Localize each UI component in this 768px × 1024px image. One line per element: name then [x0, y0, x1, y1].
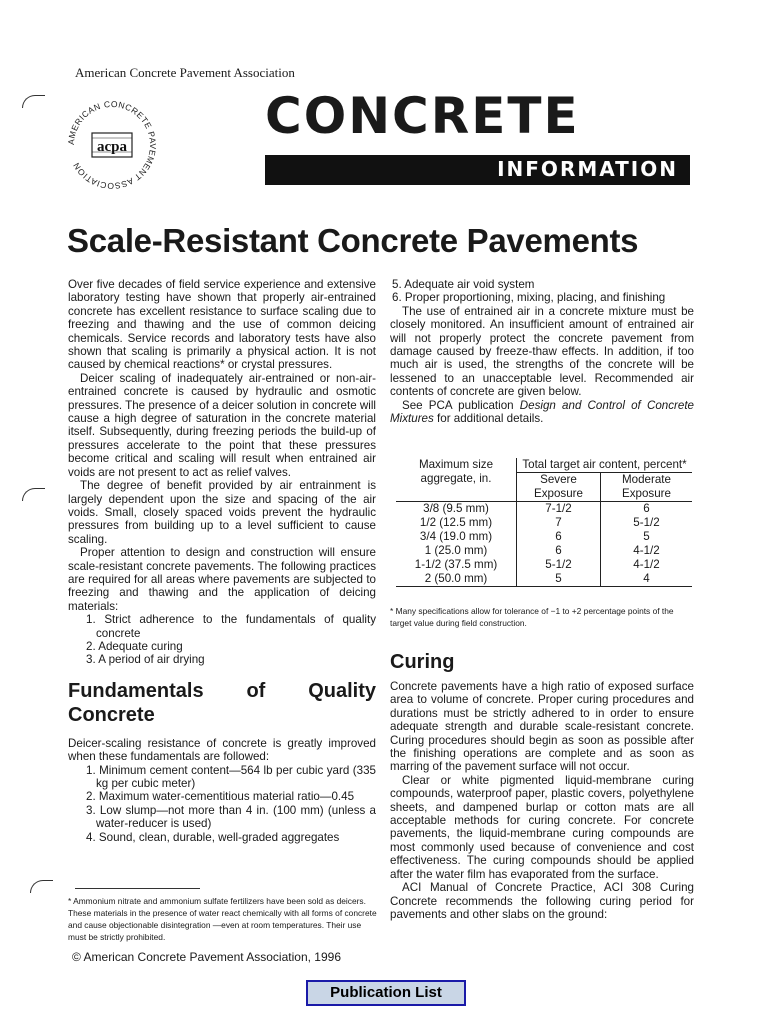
logo-ring-text: AMERICAN CONCRETE PAVEMENT ASSOCIATION [65, 98, 159, 192]
list-item: 1. Minimum cement content—564 lb per cubic yard (335 kg per cubic meter) [86, 763, 376, 790]
list-item: 6. Proper proportioning, mixing, placing, and finishing [392, 291, 666, 305]
body-paragraph: Deicer scaling of inadequately air-entrained or non-air-entrained concrete is caused by hydraulic and osmotic pressures. The presence of a deicer solution in concrete will cause a high degree of saturation in the concrete material itself. Subsequently, during freezing periods the build-up of pressures accelerate to the point that these pressures become critical and scaling will result when entrained air voids are not present to act as relief valves. [68, 371, 376, 479]
table-subheader: Severe Exposure [517, 473, 601, 502]
body-paragraph: ACI Manual of Concrete Practice, ACI 308 Curing Concrete recommends the following curing period for pavements and other slabs on the ground: [390, 881, 694, 921]
list-item: 1. Strict adherence to the fundamentals of quality concrete [86, 613, 376, 640]
footnote-rule [75, 888, 200, 889]
association-name: American Concrete Pavement Association [75, 65, 295, 80]
copyright: © American Concrete Pavement Association, 1996 [72, 950, 341, 964]
table-subheader: Moderate Exposure [601, 473, 693, 502]
body-paragraph: Clear or white pigmented liquid-membrane curing compounds, waterproof paper, plastic covers, polyethylene sheets, and dampened burlap or cotton mats are all acceptable methods for curing concrete. For concrete pavements, the liquid-membrane curing compounds are most commonly used because of convenience and cost effectiveness. The curing compounds should be applied after the water film has evaporated from the surface. [390, 773, 694, 881]
list-item: 5. Adequate air void system [392, 278, 535, 291]
curing-text [390, 680, 694, 921]
list-item: 2. Maximum water-cementitious material ratio—0.45 [86, 790, 355, 804]
page-title: Scale-Resistant Concrete Pavements [67, 222, 639, 259]
logo-mark: acpa [97, 139, 127, 155]
table-row: 2 (50.0 mm) 5 4 [396, 572, 692, 587]
body-paragraph: Deicer-scaling resistance of concrete is greatly improved when these fundamentals are followed: [68, 736, 376, 764]
section-heading: Curing [390, 651, 455, 673]
corner-mark [30, 880, 53, 893]
body-paragraph: Proper attention to design and construction will ensure scale-resistant concrete pavements. The following practices are required for all areas where pavements are subjected to freezing and thawing and the application of deicing materials: [68, 546, 376, 613]
information-label: INFORMATION [497, 157, 678, 181]
air-content-table [396, 458, 692, 587]
table-header: Maximum size aggregate, in. [396, 458, 517, 502]
information-band [265, 155, 690, 185]
body-paragraph: The degree of benefit provided by air entrainment is largely dependent upon the size and spacing of the air voids. Small, closely spaced voids prevent the hydraulic pressures from building up to a level sufficient to cause scaling. [68, 479, 376, 546]
table-row: 1-1/2 (37.5 mm) 5-1/2 4-1/2 [396, 558, 692, 572]
body-paragraph: See PCA publication Design and Control of Concrete Mixtures for additional details. [390, 398, 694, 426]
acpa-logo [62, 95, 162, 195]
list-item: 2. Adequate curing [86, 639, 183, 653]
list-item: 3. Low slump—not more than 4 in. (100 mm) (unless a water-reducer is used) [86, 803, 376, 831]
body-paragraph: The use of entrained air in a concrete mixture must be closely monitored. An insufficient amount of entrained air will not properly protect the concrete pavement from damage caused by freeze-thaw effects. In addition, if too much air is used, the strengths of the concrete will be lessened to an unacceptable level. Recommended air contents of concrete are given below. [390, 304, 694, 399]
corner-mark [22, 488, 45, 501]
corner-mark [22, 95, 45, 108]
table-header: Total target air content, percent* [517, 458, 693, 473]
list-item: 3. A period of air drying [86, 653, 205, 667]
footnote: * Ammonium nitrate and ammonium sulfate fertilizers have been sold as deicers. These materials in the presence of water react chemically with all forms of concrete and cause objectionable disintegration —even at room temperatures. Their use must be strictly prohibited. [68, 896, 377, 942]
table-row: 1/2 (12.5 mm) 7 5-1/2 [396, 516, 692, 530]
section-heading: Fundamentals of Quality Concrete [68, 679, 376, 726]
masthead-title: CONCRETE [265, 87, 580, 145]
left-column [68, 278, 376, 844]
list-item: 4. Sound, clean, durable, well-graded aggregates [86, 830, 340, 844]
table-row: 3/4 (19.0 mm) 6 5 [396, 530, 692, 544]
table-footnote: * Many specifications allow for tolerance of −1 to +2 percentage points of the target value during field construction. [390, 606, 674, 628]
body-paragraph: Concrete pavements have a high ratio of exposed surface area to volume of concrete. Proper curing procedures and durations must be strictly adhered to in order to ensure adequate strength and durable scale-resistant concrete. Curing procedures should begin as soon as possible after the finishing operations are complete and as soon as marring of the pavement surface will not occur. [390, 680, 694, 774]
publication-list-button[interactable]: Publication List [306, 980, 466, 1006]
table-row: 1 (25.0 mm) 6 4-1/2 [396, 544, 692, 558]
table-row: 3/8 (9.5 mm) 7-1/2 6 [396, 502, 692, 517]
intro-paragraph: Over five decades of field service experience and extensive laboratory testing have shown that properly air-entrained concrete has excellent resistance to surface scaling due to freezing and thawing and the use of common deicing chemicals. Service records and laboratory tests have also shown that scaling is primarily a physical action. It is not caused by chemical reactions* or crystal pressures. [68, 278, 376, 372]
right-column [390, 278, 694, 425]
